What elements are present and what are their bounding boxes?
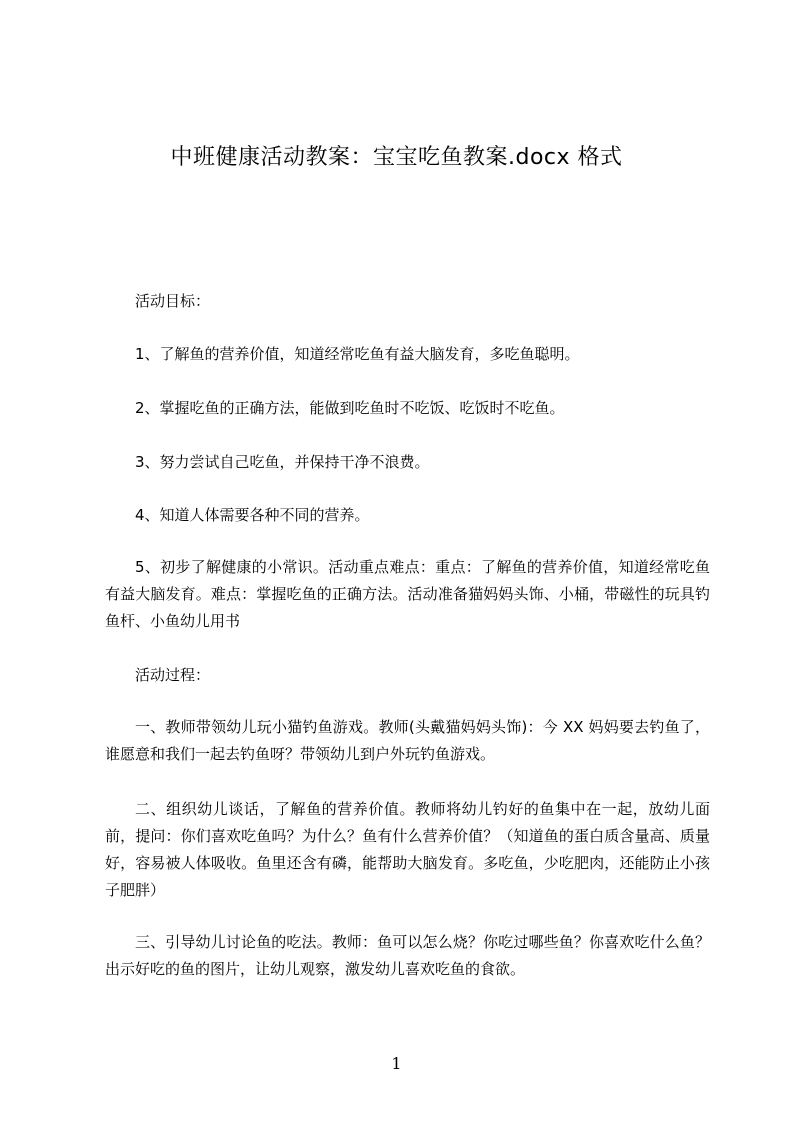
section-heading-goals: 活动目标： xyxy=(135,292,211,310)
page-number: 1 xyxy=(391,1054,402,1073)
document-title: 中班健康活动教案：宝宝吃鱼教案.docx 格式 xyxy=(170,145,623,170)
goal-item-4: 4、知道人体需要各种不同的营养。 xyxy=(135,506,370,524)
process-step-3: 三、引导幼儿讨论鱼的吃法。教师：鱼可以怎么烧？你吃过哪些鱼？你喜欢吃什么鱼？出示好吃的鱼的图片，让幼儿观察，激发幼儿喜欢吃鱼的食欲。 xyxy=(105,933,710,978)
goal-item-2: 2、掌握吃鱼的正确方法，能做到吃鱼时不吃饭、吃饭时不吃鱼。 xyxy=(135,399,565,417)
section-heading-process: 活动过程： xyxy=(135,666,211,684)
process-step-1: 一、教师带领幼儿玩小猫钓鱼游戏。教师(头戴猫妈妈头饰)：今 XX 妈妈要去钓鱼了，谁愿意和我们一起去钓鱼呀？带领幼儿到户外玩钓鱼游戏。 xyxy=(105,718,710,763)
goal-item-3: 3、努力尝试自己吃鱼，并保持干净不浪费。 xyxy=(135,453,430,471)
goal-item-5-and-preparation: 5、初步了解健康的小常识。活动重点难点：重点：了解鱼的营养价值，知道经常吃鱼有益大脑发育。难点：掌握吃鱼的正确方法。活动准备猫妈妈头饰、小桶，带磁性的玩具钓鱼杆、小鱼幼儿用书 xyxy=(105,558,710,630)
process-step-2: 二、组织幼儿谈话，了解鱼的营养价值。教师将幼儿钓好的鱼集中在一起，放幼儿面前，提问：你们喜欢吃鱼吗？为什么？鱼有什么营养价值？（知道鱼的蛋白质含量高、质量好，容易被人体吸收。鱼里还含有磷，能帮助大脑发育。多吃鱼，少吃肥肉，还能防止小孩子肥胖） xyxy=(105,800,710,899)
goal-item-1: 1、了解鱼的营养价值，知道经常吃鱼有益大脑发育，多吃鱼聪明。 xyxy=(135,345,580,363)
